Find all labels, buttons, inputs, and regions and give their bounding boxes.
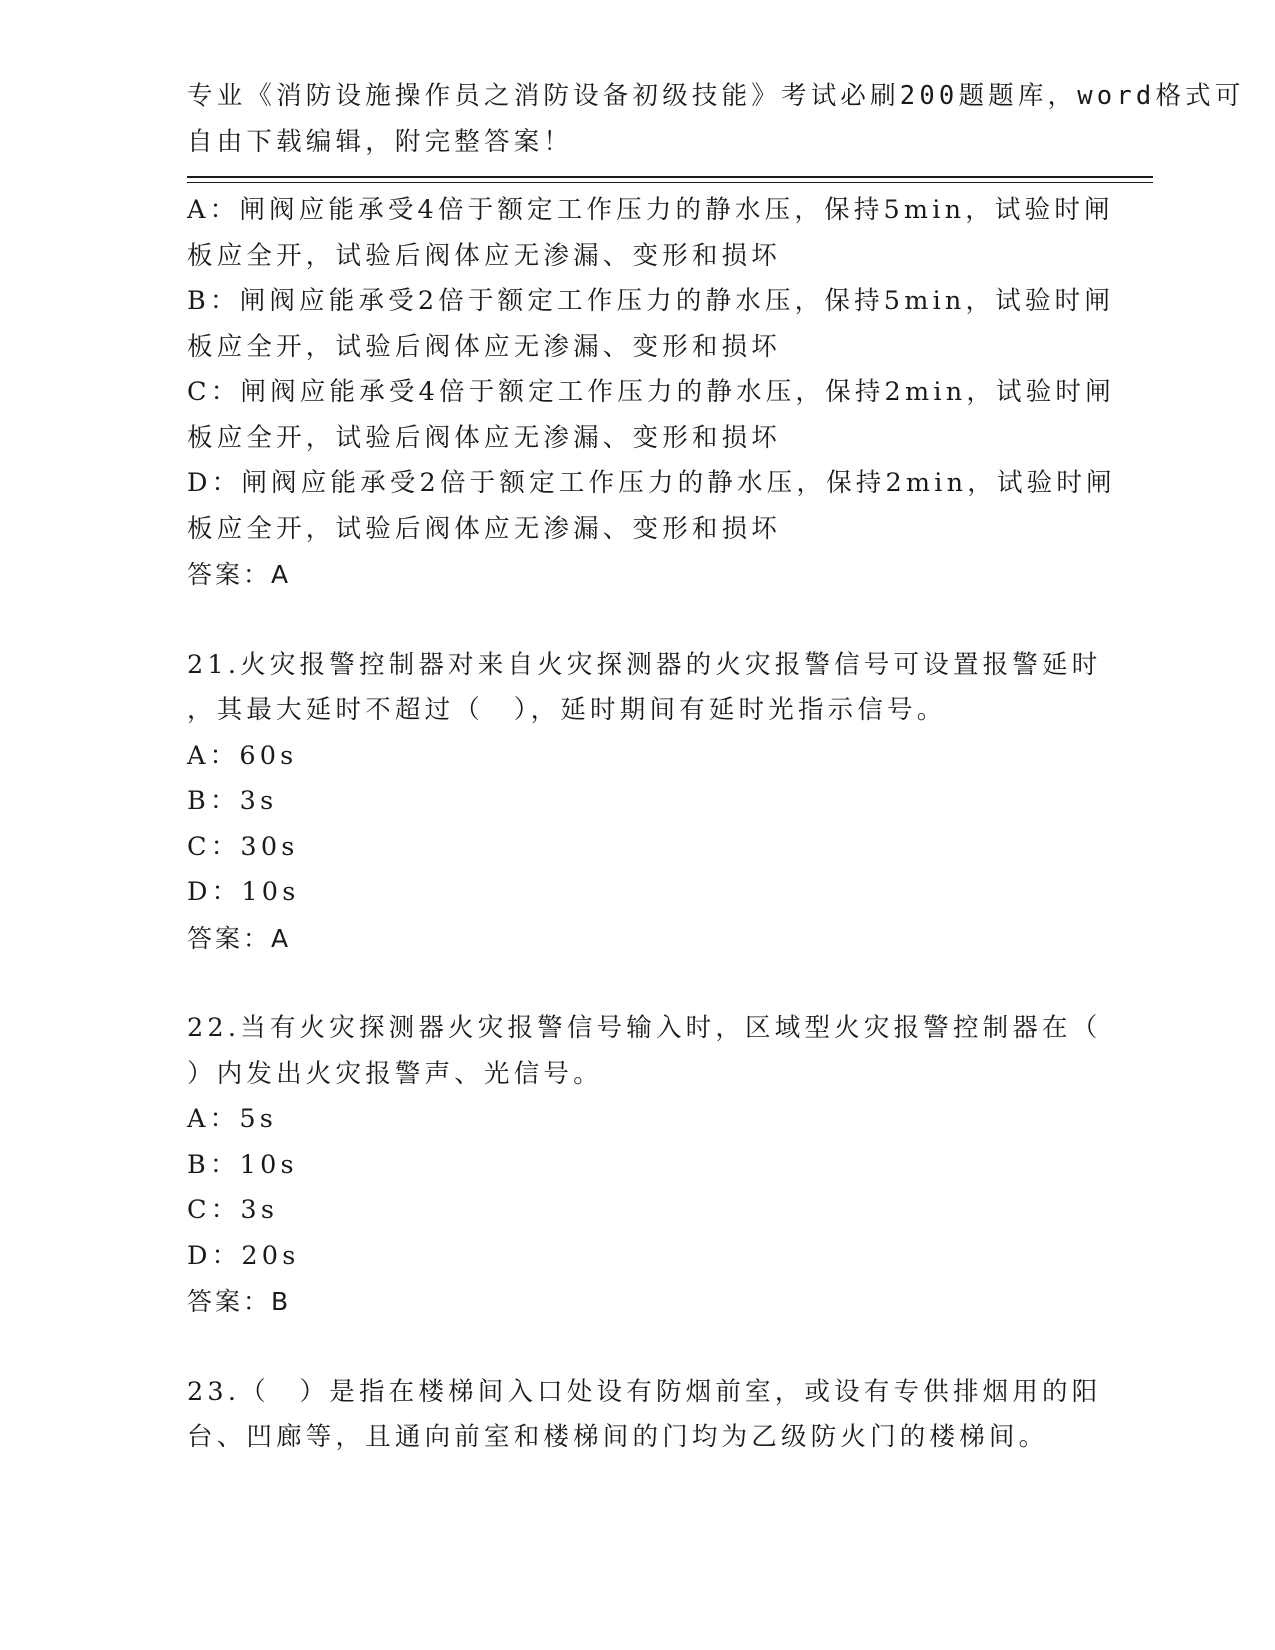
option-d: D：10s xyxy=(187,877,300,907)
option-d xyxy=(187,461,1116,552)
question-stem: ）内发出火灾报警声、光信号。 xyxy=(187,1058,603,1089)
option-text: 板应全开，试验后阀体应无渗漏、变形和损坏 xyxy=(187,513,782,544)
option-a: A：5s xyxy=(187,1104,278,1134)
header-line-1: 专业《消防设施操作员之消防设备初级技能》考试必刷200题题库，word格式可 xyxy=(187,81,1245,111)
header-divider-thin xyxy=(187,182,1153,183)
option-c: C：3s xyxy=(187,1195,279,1225)
option-c: C：30s xyxy=(187,831,299,862)
option-text: D：闸阀应能承受2倍于额定工作压力的静水压，保持2min，试验时闸 xyxy=(187,468,1116,498)
answer-text: 答案：B xyxy=(187,1287,292,1316)
option-text: A：闸阀应能承受4倍于额定工作压力的静水压，保持5min，试验时闸 xyxy=(187,195,1114,225)
option-text: B：闸阀应能承受2倍于额定工作压力的静水压，保持5min，试验时闸 xyxy=(187,286,1115,316)
question-stem: 台、凹廊等，且通向前室和楼梯间的门均为乙级防火门的楼梯间。 xyxy=(187,1422,1049,1452)
option-text: C：闸阀应能承受4倍于额定工作压力的静水压，保持2min，试验时闸 xyxy=(187,377,1115,407)
header-divider-thick xyxy=(187,176,1153,178)
answer-text: 答案：A xyxy=(187,923,292,953)
spacer xyxy=(187,961,1087,1006)
question-20 xyxy=(187,188,1116,598)
answer-text: 答案：A xyxy=(187,560,292,589)
document-body xyxy=(187,188,1116,1461)
question-stem: ，其最大延时不超过（ ），延时期间有延时光指示信号。 xyxy=(187,695,947,725)
option-text: 板应全开，试验后阀体应无渗漏、变形和损坏 xyxy=(187,240,782,271)
option-text: 板应全开，试验后阀体应无渗漏、变形和损坏 xyxy=(187,422,782,453)
question-23 xyxy=(187,1370,1102,1461)
question-21 xyxy=(187,643,1102,962)
document-header xyxy=(187,74,1245,165)
option-b: B：3s xyxy=(187,786,278,816)
option-a xyxy=(187,188,1114,279)
option-a: A：60s xyxy=(187,740,298,771)
question-stem: 21.火灾报警控制器对来自火灾探测器的火灾报警信号可设置报警延时 xyxy=(187,649,1102,680)
spacer xyxy=(187,598,1087,643)
question-22 xyxy=(187,1006,1102,1325)
option-c xyxy=(187,370,1115,461)
question-stem: 22.当有火灾探测器火灾报警信号输入时，区域型火灾报警控制器在（ xyxy=(187,1013,1102,1043)
option-b xyxy=(187,279,1115,370)
option-b: B：10s xyxy=(187,1149,298,1180)
option-text: 板应全开，试验后阀体应无渗漏、变形和损坏 xyxy=(187,331,782,362)
option-d: D：20s xyxy=(187,1240,300,1271)
spacer xyxy=(187,1325,1087,1370)
question-stem: 23.（ ）是指在楼梯间入口处设有防烟前室，或设有专供排烟用的阳 xyxy=(187,1376,1102,1407)
header-line-2: 自由下载编辑，附完整答案！ xyxy=(187,126,574,157)
